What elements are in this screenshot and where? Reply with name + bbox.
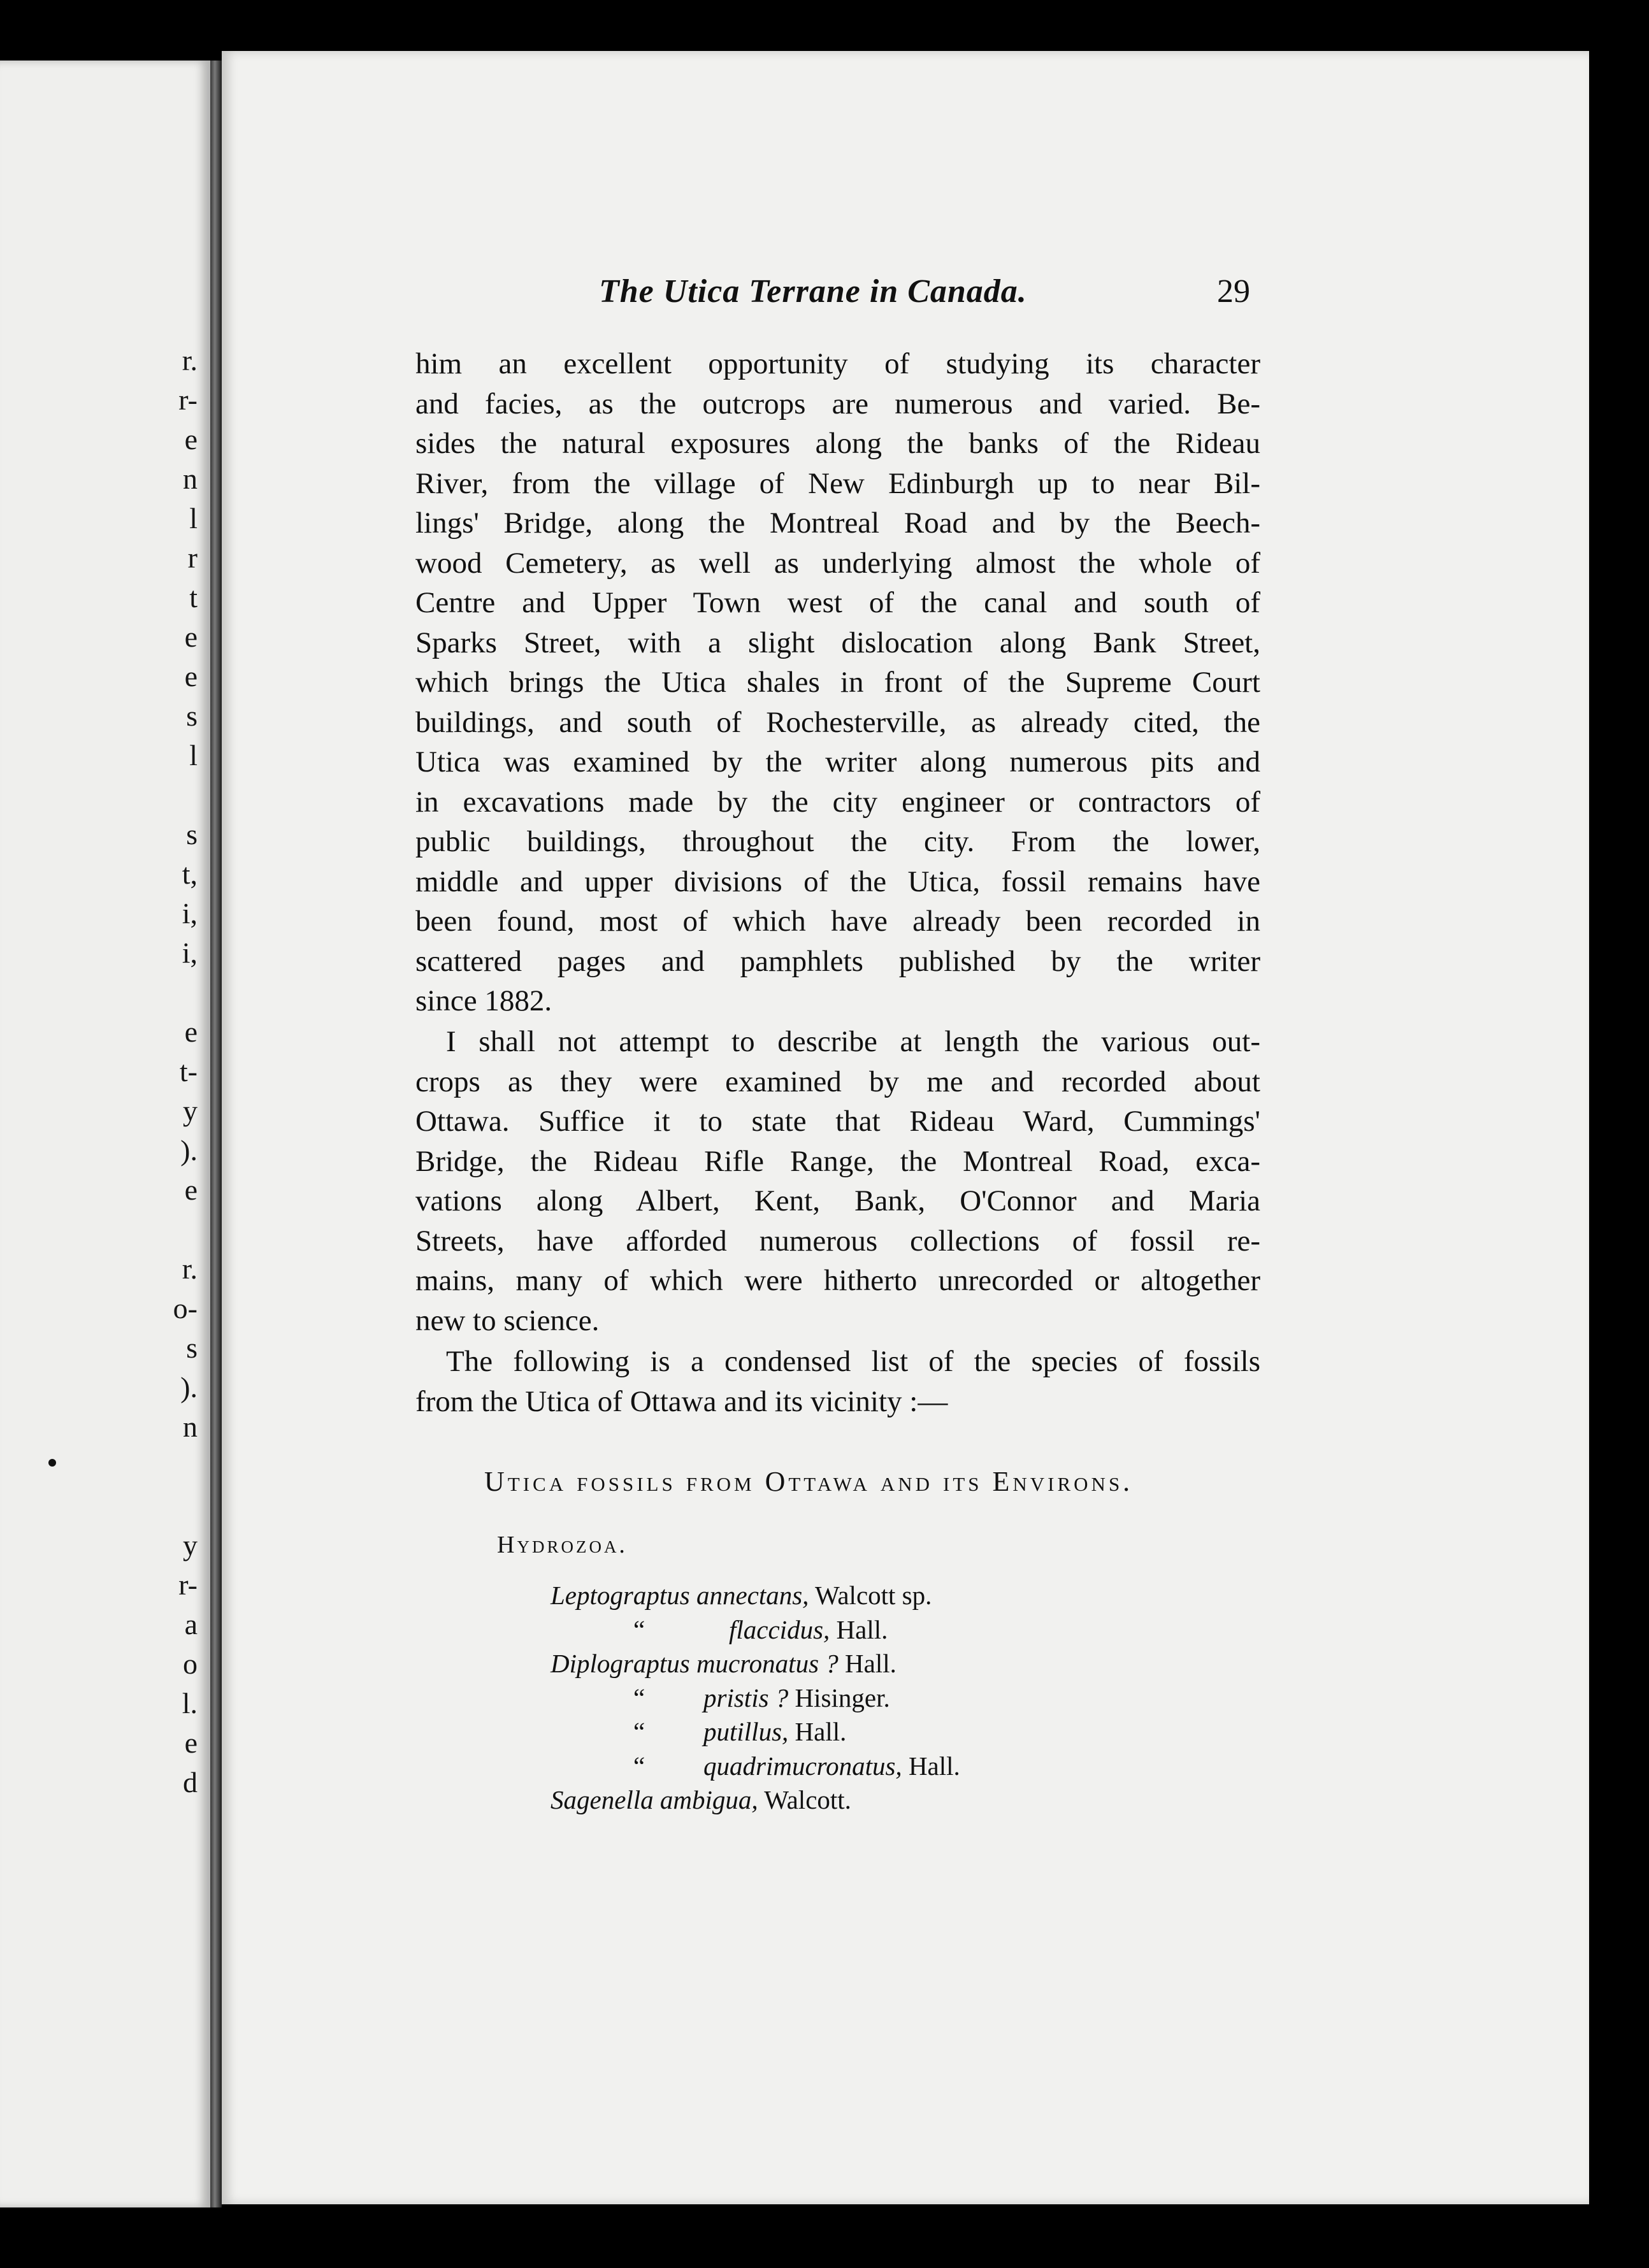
paragraph-2 [415,1022,1260,1340]
facing-page-fragment: i, [182,937,198,969]
species-author: Walcott sp. [809,1581,932,1610]
facing-page-fragment: r. [182,344,198,377]
species-name: Leptograptus annectans, [551,1581,809,1610]
facing-page-fragment: n [183,463,198,495]
facing-page-fragment [159,1486,198,1526]
facing-page-fragment: e [184,423,198,456]
species-author: Hall. [902,1751,960,1781]
text-line: crops as they were examined by me and recorded about [415,1065,1260,1098]
facing-page-fragment: s [186,1331,198,1364]
species-name: Diplograptus mucronatus ? [551,1649,839,1678]
text-line: Ottawa. Suffice it to state that Rideau Ward, Cummings' [415,1105,1260,1138]
species-name: pristis ? [703,1683,789,1712]
fossil-entry [551,1579,960,1613]
species-name: quadrimucronatus, [703,1751,902,1781]
species-author: Walcott. [758,1785,851,1814]
facing-page-fragment [159,1210,198,1249]
ink-speck [48,1459,56,1467]
text-line: Streets, have afforded numerous collections of fossil re- [415,1224,1260,1258]
facing-page-fragment: ). [180,1371,198,1403]
species-author: Hall. [830,1614,888,1644]
text-line: buildings, and south of Rochesterville, as already cited, the [415,705,1260,739]
facing-page-fragment: t, [182,858,198,890]
text-line: him an excellent opportunity of studying its character [415,347,1260,380]
species-name: flaccidus, [729,1614,830,1644]
text-line: I shall not attempt to describe at length the various out- [446,1025,1260,1058]
page-number: 29 [1217,273,1250,310]
text-line: since 1882. [415,984,552,1017]
text-line: middle and upper divisions of the Utica, fossil remains have [415,865,1260,898]
facing-page-fragment: ). [180,1134,198,1166]
paragraph-3 [415,1342,1260,1421]
text-line: lings' Bridge, along the Montreal Road and by the Beech- [415,506,1260,540]
text-line: in excavations made by the city engineer or contractors of [415,785,1260,819]
facing-page-fragment: y [183,1529,198,1561]
facing-page-fragment: i, [182,897,198,929]
facing-page-fragment: y [183,1095,198,1127]
facing-page-fragment: e [184,1173,198,1206]
text-line: Utica was examined by the writer along numerous pits and [415,745,1260,779]
ditto-mark: “ [633,1717,645,1746]
text-line: been found, most of which have already been recorded in [415,905,1260,938]
facing-page-fragment: t [189,581,198,614]
species-name: Sagenella ambigua, [551,1785,758,1814]
fossil-entry [551,1681,960,1716]
subsection-title: Hydrozoa. [497,1532,628,1558]
fossil-entry [551,1749,960,1784]
facing-page-fragment: r- [178,1568,198,1601]
text-line: mains, many of which were hitherto unrecorded or altogether [415,1264,1260,1297]
section-title: Utica fossils from Ottawa and its Environs. [484,1466,1134,1497]
facing-page-fragment: s [186,818,198,850]
facing-page-fragment [159,973,198,1012]
ditto-mark: “ [633,1614,645,1644]
ditto-mark: “ [633,1751,645,1781]
fossil-entry [551,1647,960,1681]
facing-page-fragment: d [183,1766,198,1798]
facing-page-fragment: l [189,739,198,772]
facing-page-fragment: l. [182,1687,198,1719]
text-line: wood Cemetery, as well as underlying almost the whole of [415,546,1260,580]
species-name: putillus, [703,1717,789,1746]
running-head: The Utica Terrane in Canada. [599,273,1027,310]
facing-page-fragment: o [183,1647,198,1680]
facing-page-fragment: e [184,1016,198,1048]
text-line: public buildings, throughout the city. From the lower, [415,825,1260,858]
text-line: new to science. [415,1303,600,1337]
facing-page-fragment: e [184,621,198,653]
text-line: The following is a condensed list of the species of fossils [446,1345,1260,1378]
text-line: Centre and Upper Town west of the canal and south of [415,586,1260,619]
species-author: Hisinger. [788,1683,890,1712]
facing-page-text-fragments [159,341,198,1802]
facing-page [0,61,210,2207]
facing-page-fragment: e [184,1726,198,1759]
facing-page-fragment: t- [179,1055,198,1087]
fossil-entry [551,1783,960,1818]
facing-page-fragment: s [186,700,198,732]
facing-page-fragment [159,775,198,815]
text-line: vations along Albert, Kent, Bank, O'Connor and Maria [415,1184,1260,1217]
facing-page-fragment: a [184,1608,198,1640]
species-author: Hall. [788,1717,847,1746]
ditto-mark: “ [633,1683,645,1712]
facing-page-fragment: r. [182,1252,198,1285]
species-author: Hall. [838,1649,897,1678]
facing-page-fragment: o- [173,1292,198,1324]
text-line: from the Utica of Ottawa and its vicinity :— [415,1384,948,1418]
paragraph-1 [415,344,1260,1021]
text-line: sides the natural exposures along the banks of the Rideau [415,427,1260,460]
facing-page-fragment: n [183,1410,198,1443]
text-line: Sparks Street, with a slight dislocation along Bank Street, [415,626,1260,659]
fossil-entry [551,1715,960,1749]
facing-page-fragment: r [187,542,198,574]
facing-page-fragment: r- [178,384,198,416]
text-line: River, from the village of New Edinburgh up to near Bil- [415,466,1260,500]
text-line: which brings the Utica shales in front of the Supreme Court [415,666,1260,699]
facing-page-fragment [159,1447,198,1486]
book-gutter [210,61,222,2207]
text-line: and facies, as the outcrops are numerous and varied. Be- [415,387,1260,420]
facing-page-fragment: l [189,502,198,535]
facing-page-fragment: e [184,660,198,693]
text-line: scattered pages and pamphlets published by the writer [415,944,1260,978]
fossil-list [551,1579,960,1818]
text-line: Bridge, the Rideau Rifle Range, the Montreal Road, exca- [415,1144,1260,1178]
fossil-entry [551,1613,960,1647]
